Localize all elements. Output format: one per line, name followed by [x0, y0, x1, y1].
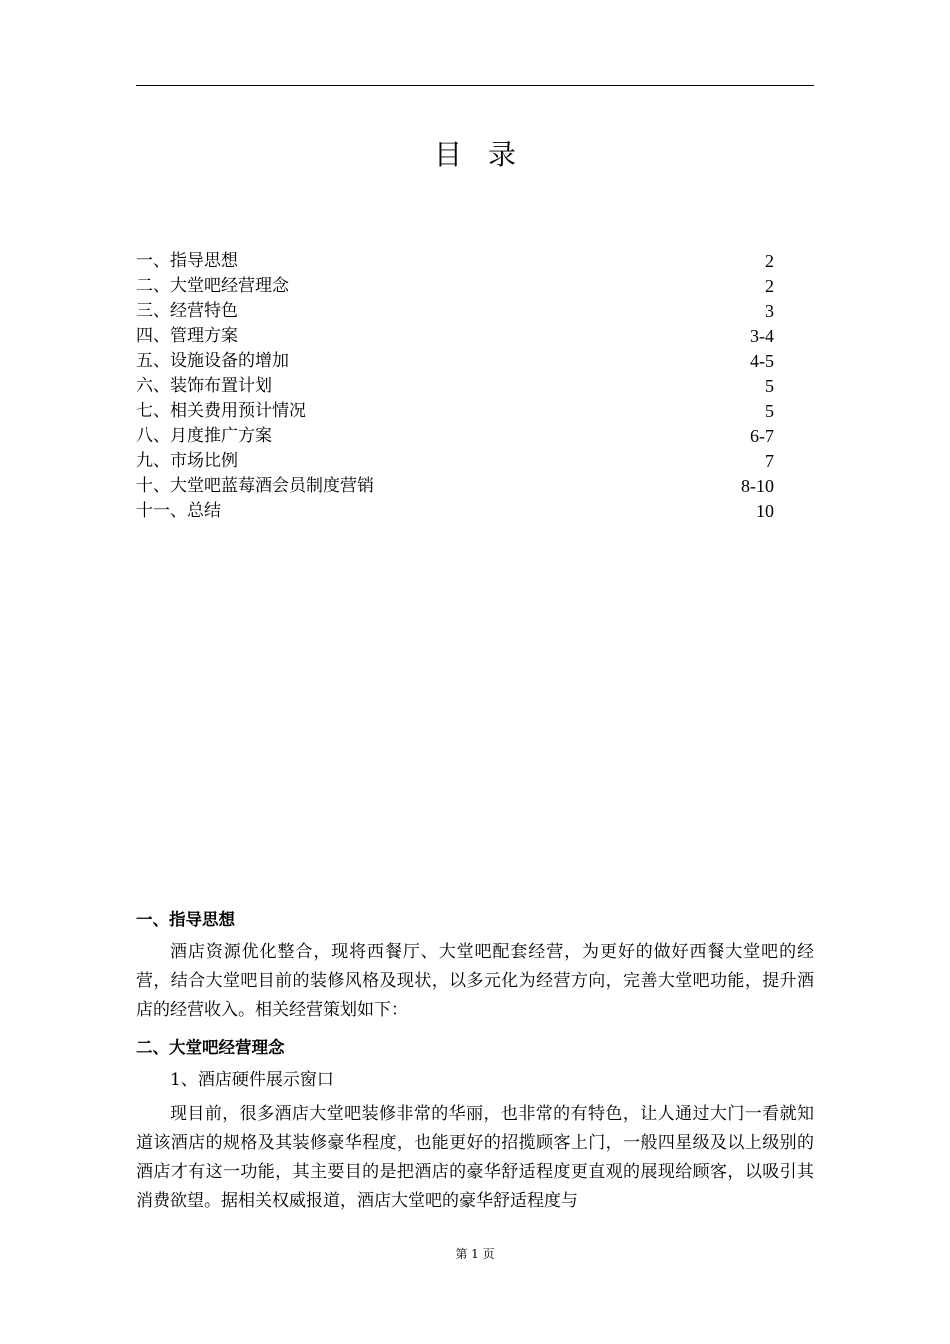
toc-entry-label: 十一、总结: [136, 501, 221, 521]
toc-entry-page: 5: [765, 401, 774, 421]
toc-entry-label: 四、管理方案: [136, 326, 238, 346]
toc-entry-page: 4-5: [750, 351, 774, 371]
toc-entry-label: 七、相关费用预计情况: [136, 401, 306, 421]
toc-entry[interactable]: [136, 299, 774, 324]
toc-entry-label: 九、市场比例: [136, 451, 238, 471]
toc-entry-page: 6-7: [750, 426, 774, 446]
toc-entry[interactable]: [136, 499, 774, 524]
section-heading: 二、大堂吧经营理念: [136, 1038, 285, 1057]
document-body: [136, 905, 814, 1216]
header-rule: [136, 85, 814, 86]
toc-entry[interactable]: [136, 349, 774, 374]
toc-entry-label: 六、装饰布置计划: [136, 376, 272, 396]
toc-entry[interactable]: [136, 374, 774, 399]
toc-entry-label: 十、大堂吧蓝莓酒会员制度营销: [136, 476, 374, 496]
toc-entry-label: 二、大堂吧经营理念: [136, 276, 289, 296]
toc-entry-page: 3-4: [750, 326, 774, 346]
toc-entry-page: 8-10: [741, 476, 774, 496]
toc-entry-page: 2: [765, 251, 774, 271]
toc-entry-label: 三、经营特色: [136, 301, 238, 321]
toc-entry-label: 一、指导思想: [136, 251, 238, 271]
toc-entry[interactable]: [136, 424, 774, 449]
toc-entry[interactable]: [136, 249, 774, 274]
table-of-contents: [136, 249, 774, 524]
toc-entry[interactable]: [136, 449, 774, 474]
toc-title: 目录: [433, 138, 542, 171]
toc-entry[interactable]: [136, 324, 774, 349]
toc-entry-page: 3: [765, 301, 774, 321]
list-item: 1、酒店硬件展示窗口: [170, 1070, 334, 1090]
toc-entry-label: 八、月度推广方案: [136, 426, 272, 446]
toc-entry[interactable]: [136, 474, 774, 499]
toc-entry-page: 7: [765, 451, 774, 471]
toc-entry-page: 5: [765, 376, 774, 396]
body-paragraph: 酒店资源优化整合，现将西餐厅、大堂吧配套经营，为更好的做好西餐大堂吧的经营，结合大堂吧目前的装修风格及现状，以多元化为经营方向，完善大堂吧功能，提升酒店的经营收入。相关经营策划如下：: [136, 942, 814, 1020]
section-heading: 一、指导思想: [136, 910, 235, 929]
toc-entry-page: 10: [756, 501, 774, 521]
page-number: 第 1 页: [455, 1247, 495, 1261]
toc-entry-label: 五、设施设备的增加: [136, 351, 289, 371]
toc-entry[interactable]: [136, 274, 774, 299]
body-paragraph: 现目前，很多酒店大堂吧装修非常的华丽，也非常的有特色，让人通过大门一看就知道该酒店的规格及其装修豪华程度，也能更好的招揽顾客上门，一般四星级及以上级别的酒店才有这一功能，其主要目的是把酒店的豪华舒适程度更直观的展现给顾客，以吸引其消费欲望。据相关权威报道，酒店大堂吧的豪华舒适程度与: [136, 1104, 814, 1211]
toc-entry-page: 2: [765, 276, 774, 296]
toc-entry[interactable]: [136, 399, 774, 424]
